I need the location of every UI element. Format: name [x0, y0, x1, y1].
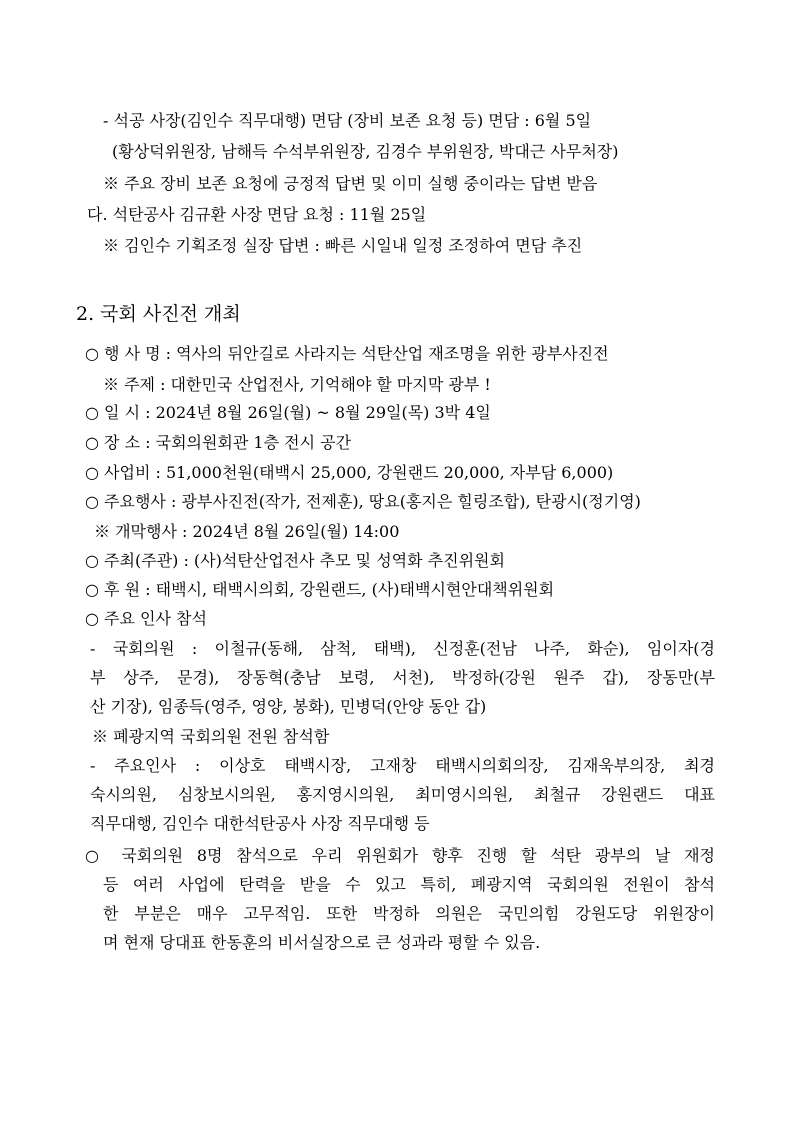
- vips-line: - 주요인사 : 이상호 태백시장, 고재창 태백시의회의장, 김재욱부의장, 최경: [90, 756, 715, 775]
- members-note-line: ※ 폐광지역 국회의원 전원 참석함: [92, 727, 330, 746]
- sponsor-line: ○ 후 원 : 태백시, 태백시의회, 강원랜드, (사)태백시현안대책위원회: [85, 580, 555, 599]
- summary-line: 등 여러 사업에 탄력을 받을 수 있고 특히, 폐광지역 국회의원 전원이 참석: [103, 875, 715, 894]
- place-line: ○ 장 소 : 국회의원회관 1층 전시 공간: [85, 433, 352, 452]
- main-events-line: ○ 주요행사 : 광부사진전(작가, 전제훈), 땅요(홍지은 힐링조합), 탄광시(정기영): [85, 492, 641, 511]
- members-line: 산 기장), 임종득(영주, 영양, 봉화), 민병덕(안양 동안 갑): [90, 697, 487, 716]
- summary-line: 며 현재 당대표 한동훈의 비서실장으로 큰 성과라 평할 수 있음.: [103, 933, 541, 952]
- members-line: 부 상주, 문경), 장동혁(충남 보령, 서천), 박정하(강원 원주 갑), 장동만(부: [90, 668, 715, 687]
- date-line: ○ 일 시 : 2024년 8월 26일(월) ~ 8월 29일(목) 3박 4일: [85, 403, 491, 422]
- members-line: - 국회의원 : 이철규(동해, 삼척, 태백), 신정훈(전남 나주, 화순), 임이자(경: [90, 639, 715, 658]
- section-heading: 2. 국회 사진전 개최: [76, 303, 241, 325]
- event-name-line: ○ 행 사 명 : 역사의 뒤안길로 사라지는 석탄산업 재조명을 위한 광부사진전: [85, 344, 609, 363]
- opening-line: ※ 개막행사 : 2024년 8월 26일(월) 14:00: [94, 522, 400, 541]
- note-line: ※ 김인수 기획조정 실장 답변 : 빠른 시일내 일정 조정하여 면담 추진: [103, 236, 583, 255]
- summary-line: ○ 국회의원 8명 참석으로 우리 위원회가 향후 진행 할 석탄 광부의 날 재정: [85, 846, 715, 865]
- note-line: ※ 주요 장비 보존 요청에 긍정적 답변 및 이미 실행 중이라는 답변 받음: [103, 174, 598, 193]
- summary-line: 한 부분은 매우 고무적임. 또한 박정하 의원은 국민의힘 강원도당 위원장이: [103, 904, 715, 923]
- vips-line: 숙시의원, 심창보시의원, 홍지영시의원, 최미영시의원, 최철규 강원랜드 대표: [90, 785, 715, 804]
- host-line: ○ 주최(주관) : (사)석탄산업전사 추모 및 성역화 추진위원회: [85, 551, 505, 570]
- vips-line: 직무대행, 김인수 대한석탄공사 사장 직무대행 등: [90, 814, 430, 833]
- subheading-line: 다. 석탄공사 김규환 사장 면담 요청 : 11월 25일: [87, 205, 427, 224]
- guests-title-line: ○ 주요 인사 참석: [85, 609, 207, 628]
- attendees-line: (황상덕위원장, 남해득 수석부위원장, 김경수 부위원장, 박대근 사무처장): [112, 142, 619, 161]
- meeting-line: - 석공 사장(김인수 직무대행) 면담 (장비 보존 요청 등) 면담 : 6월 5일: [103, 111, 592, 130]
- budget-line: ○ 사업비 : 51,000천원(태백시 25,000, 강원랜드 20,000, 자부담 6,000): [85, 463, 614, 482]
- theme-line: ※ 주제 : 대한민국 산업전사, 기억해야 할 마지막 광부 !: [103, 375, 491, 394]
